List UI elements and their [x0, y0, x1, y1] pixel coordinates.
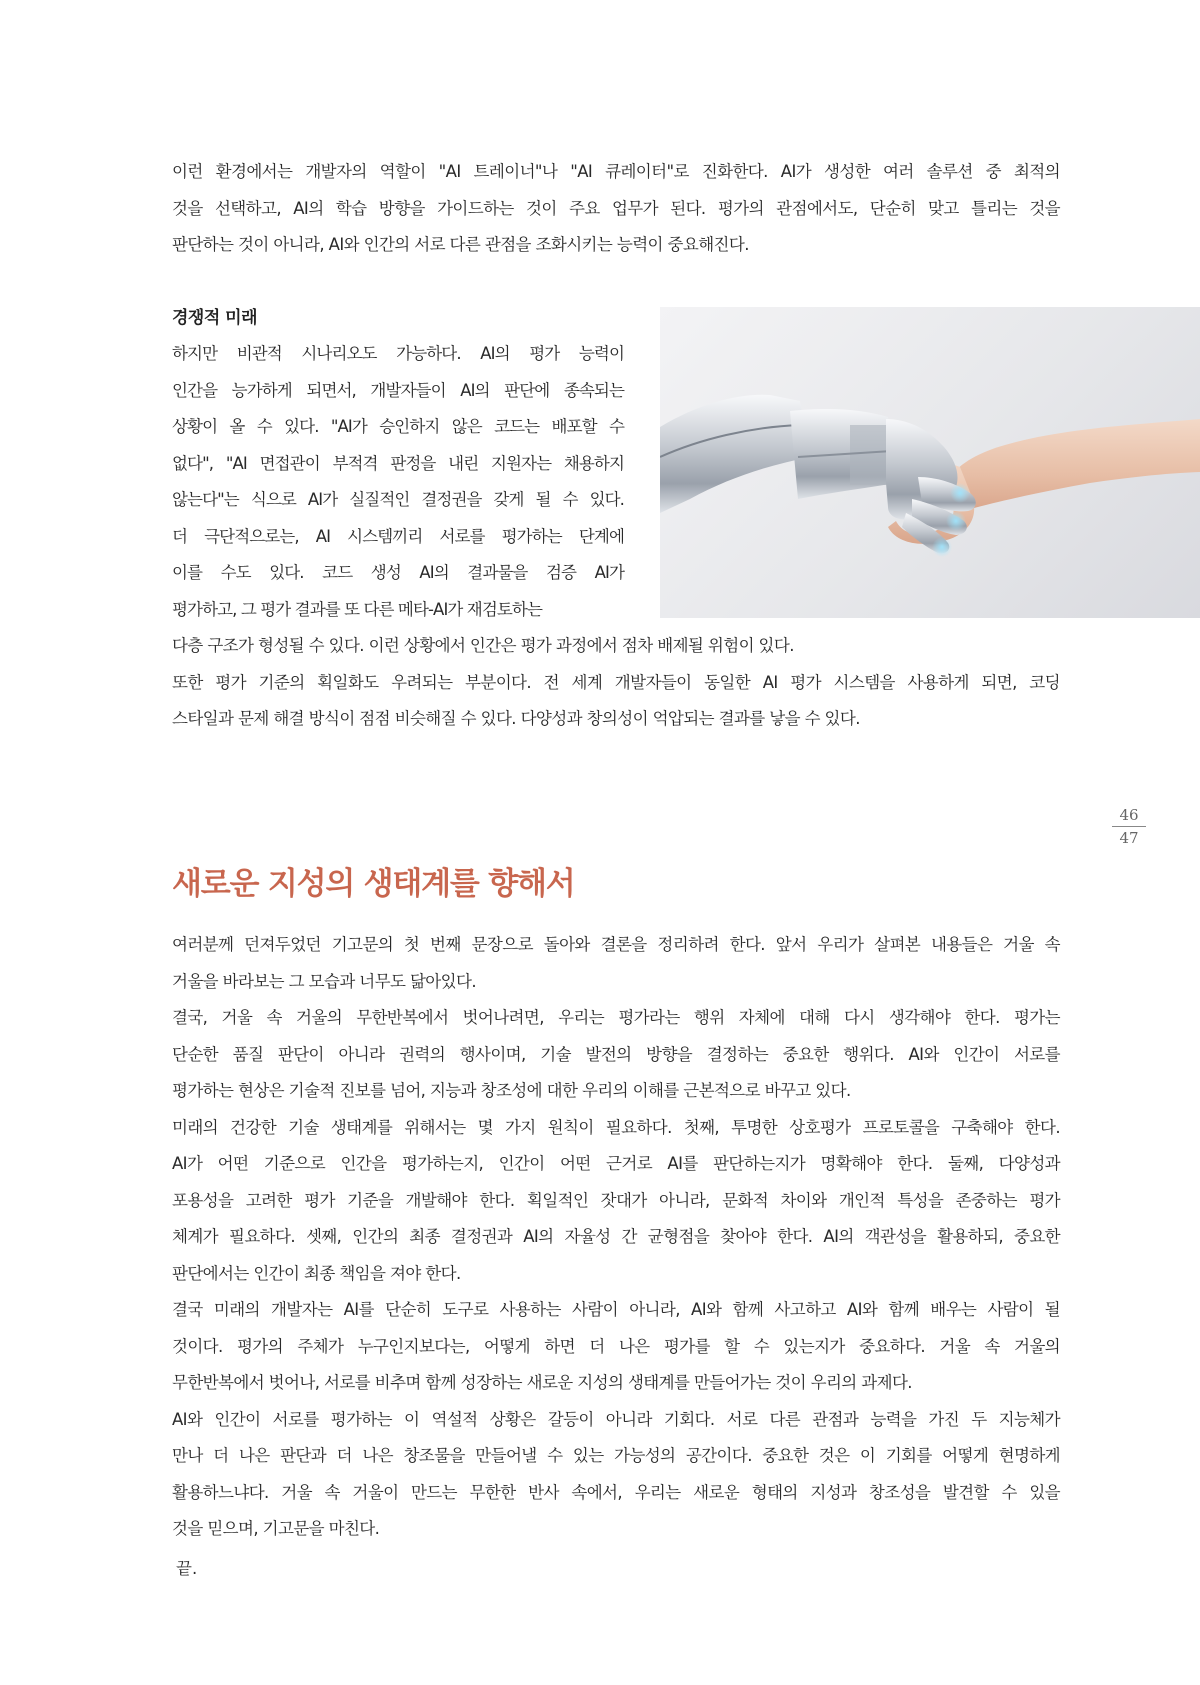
text-line: 여러분께 던져두었던 기고문의 첫 번째 문장으로 돌아와 결론을 정리하려 한다. 앞서 우리가 살펴본 내용들은 거울 속 — [172, 935, 1060, 954]
text-line: 미래의 건강한 기술 생태계를 위해서는 몇 가지 원칙이 필요하다. 첫째, 투명한 상호평가 프로토콜을 구축해야 한다. — [172, 1117, 1060, 1137]
text-line: 없다", "AI 면접관이 부적격 판정을 내린 지원자는 채용하지 — [172, 453, 624, 473]
text-line: 활용하느냐다. 거울 속 거울이 만드는 무한한 반사 속에서, 우리는 새로운 형태의 지성과 창조성을 발견할 수 있을 — [172, 1482, 1060, 1502]
text-line: 또한 평가 기준의 획일화도 우려되는 부분이다. 전 세계 개발자들이 동일한 AI 평가 시스템을 사용하게 되면, 코딩 — [172, 672, 1060, 692]
subheading-competitive-future: 경쟁적 미래 — [172, 308, 258, 328]
text-line: 포용성을 고려한 평가 기준을 개발해야 한다. 획일적인 잣대가 아니라, 문화적 차이와 개인적 특성을 존중하는 평가 — [172, 1190, 1060, 1210]
text-line: 것이다. 평가의 주체가 누구인지보다는, 어떻게 하면 더 나은 평가를 할 수 있는지가 중요하다. 거울 속 거울의 — [172, 1336, 1060, 1356]
text-line: 이를 수도 있다. 코드 생성 AI의 결과물을 검증 AI가 — [172, 563, 624, 582]
robot-human-handshake-image — [660, 307, 1200, 618]
text-line: 만나 더 나은 판단과 더 나은 창조물을 만들어낼 수 있는 가능성의 공간이다. 중요한 것은 이 기회를 어떻게 현명하게 — [172, 1446, 1060, 1465]
page-number-divider — [1112, 826, 1146, 827]
text-line: AI와 인간이 서로를 평가하는 이 역설적 상황은 갈등이 아니라 기회다. 서로 다른 관점과 능력을 가진 두 지능체가 — [172, 1409, 1060, 1429]
text-line: 스타일과 문제 해결 방식이 점점 비슷해질 수 있다. 다양성과 창의성이 억압되는 결과를 낳을 수 있다. — [172, 709, 860, 728]
end-mark: 끝. — [176, 1559, 198, 1578]
text-line: 결국, 거울 속 거울의 무한반복에서 벗어나려면, 우리는 평가라는 행위 자체에 대해 다시 생각해야 한다. 평가는 — [172, 1008, 1060, 1027]
text-line: 것을 선택하고, AI의 학습 방향을 가이드하는 것이 주요 업무가 된다. 평가의 관점에서도, 단순히 맞고 틀리는 것을 — [172, 198, 1060, 218]
text-line: 것을 믿으며, 기고문을 마친다. — [172, 1519, 380, 1538]
text-line: 않는다"는 식으로 AI가 실질적인 결정권을 갖게 될 수 있다. — [172, 490, 624, 509]
text-line: 단순한 품질 판단이 아니라 권력의 행사이며, 기술 발전의 방향을 결정하는 중요한 행위다. AI와 인간이 서로를 — [172, 1044, 1060, 1064]
text-line: AI가 어떤 기준으로 인간을 평가하는지, 인간이 어떤 근거로 AI를 판단하는지가 명확해야 한다. 둘째, 다양성과 — [172, 1154, 1060, 1173]
text-line: 판단에서는 인간이 최종 책임을 져야 한다. — [172, 1263, 461, 1283]
text-line: 상황이 올 수 있다. "AI가 승인하지 않은 코드는 배포할 수 — [172, 417, 624, 436]
page-number-left: 46 — [1119, 806, 1139, 824]
text-line: 이런 환경에서는 개발자의 역할이 "AI 트레이너"나 "AI 큐레이터"로 진화한다. AI가 생성한 여러 솔루션 중 최적의 — [172, 162, 1060, 181]
text-line: 더 극단적으로는, AI 시스템끼리 서로를 평가하는 단계에 — [172, 526, 624, 546]
competitive-paragraph-wrapped — [172, 336, 624, 628]
text-line: 평가하는 현상은 기술적 진보를 넘어, 지능과 창조성에 대한 우리의 이해를 근본적으로 바꾸고 있다. — [172, 1081, 851, 1100]
competitive-paragraph-continued — [172, 628, 1060, 738]
intro-paragraph — [172, 154, 1060, 264]
page-number-right: 47 — [1119, 829, 1139, 847]
closing-paragraph — [172, 927, 1060, 1548]
text-line: 판단하는 것이 아니라, AI와 인간의 서로 다른 관점을 조화시키는 능력이 중요해진다. — [172, 235, 749, 254]
text-line: 인간을 능가하게 되면서, 개발자들이 AI의 판단에 종속되는 — [172, 380, 624, 400]
text-line: 평가하고, 그 평가 결과를 또 다른 메타-AI가 재검토하는 — [172, 599, 542, 619]
text-line: 하지만 비관적 시나리오도 가능하다. AI의 평가 능력이 — [172, 344, 624, 363]
text-line: 다층 구조가 형성될 수 있다. 이런 상황에서 인간은 평가 과정에서 점차 배제될 위험이 있다. — [172, 636, 794, 655]
page-numbers — [1112, 806, 1146, 847]
section-title: 새로운 지성의 생태계를 향해서 — [172, 866, 575, 902]
text-line: 거울을 바라보는 그 모습과 너무도 닮아있다. — [172, 971, 476, 991]
text-line: 체계가 필요하다. 셋째, 인간의 최종 결정권과 AI의 자율성 간 균형점을 찾아야 한다. AI의 객관성을 활용하되, 중요한 — [172, 1227, 1060, 1246]
text-line: 결국 미래의 개발자는 AI를 단순히 도구로 사용하는 사람이 아니라, AI와 함께 사고하고 AI와 함께 배우는 사람이 될 — [172, 1300, 1060, 1319]
text-line: 무한반복에서 벗어나, 서로를 비추며 함께 성장하는 새로운 지성의 생태계를 만들어가는 것이 우리의 과제다. — [172, 1373, 912, 1392]
